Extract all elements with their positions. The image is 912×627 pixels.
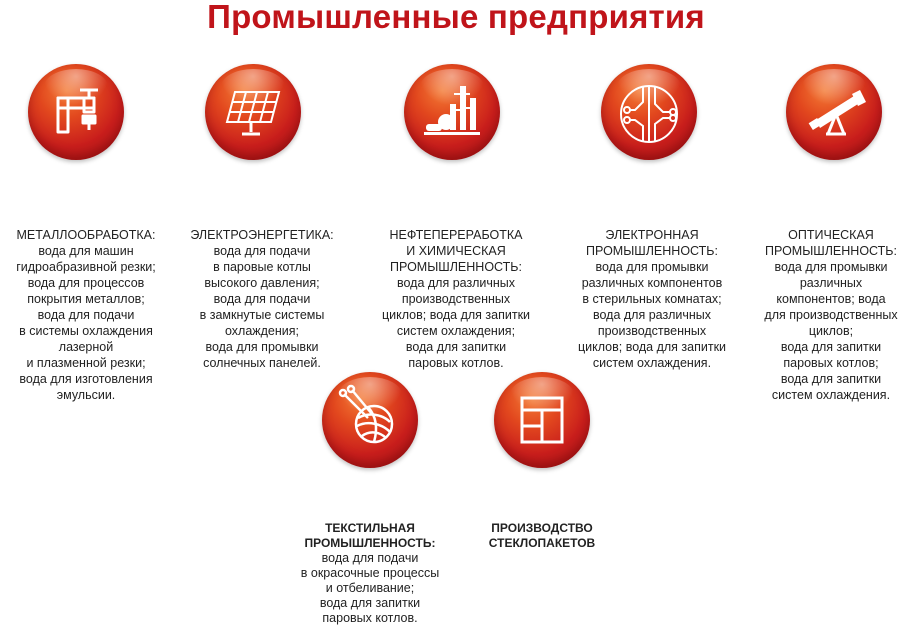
- metalworking-block: [0, 227, 172, 403]
- textile-heading: ТЕКСТИЛЬНАЯ: [325, 521, 415, 535]
- textile-badge: [322, 372, 418, 468]
- power-line: вода для подачи: [213, 244, 311, 258]
- optics-heading: ПРОМЫШЛЕННОСТЬ:: [765, 244, 897, 258]
- optics-line: паровых котлов;: [783, 356, 879, 370]
- optics-line: вода для запитки: [780, 372, 882, 386]
- metalworking-line: вода для процессов: [27, 276, 145, 290]
- solar-panel-icon: [205, 64, 301, 160]
- power-line: вода для промывки: [205, 340, 319, 354]
- clamp-icon: [28, 64, 124, 160]
- metalworking-badge: [28, 64, 124, 160]
- electronics-heading: ЭЛЕКТРОННАЯ: [605, 228, 699, 242]
- power-heading: ЭЛЕКТРОЭНЕРГЕТИКА:: [190, 228, 334, 242]
- power-block: [176, 227, 348, 371]
- power-line: высокого давления;: [204, 276, 320, 290]
- optics-line: компонентов; вода: [776, 292, 886, 306]
- electronics-block: [566, 227, 738, 371]
- refinery-icon: [404, 64, 500, 160]
- metalworking-heading: МЕТАЛЛООБРАБОТКА:: [16, 228, 156, 242]
- refinery-line: циклов; вода для запитки: [381, 308, 531, 322]
- refinery-line: вода для запитки: [405, 340, 507, 354]
- window-icon: [494, 372, 590, 468]
- refinery-line: вода для различных: [396, 276, 515, 290]
- power-line: солнечных панелей.: [203, 356, 321, 370]
- textile-line: в окрасочные процессы: [300, 566, 440, 580]
- metalworking-line: эмульсии.: [56, 388, 116, 402]
- glass-block: [462, 521, 622, 551]
- electronics-line: в стерильных комнатах;: [582, 292, 722, 306]
- electronics-line: циклов; вода для запитки: [577, 340, 727, 354]
- optics-line: циклов;: [808, 324, 854, 338]
- optics-line: различных: [799, 276, 863, 290]
- metalworking-line: вода для машин: [38, 244, 134, 258]
- electronics-heading: ПРОМЫШЛЕННОСТЬ:: [586, 244, 718, 258]
- refinery-badge: [404, 64, 500, 160]
- metalworking-line: лазерной: [58, 340, 114, 354]
- metalworking-line: покрытия металлов;: [27, 292, 145, 306]
- textile-line: и отбеливание;: [325, 581, 415, 595]
- glass-badge: [494, 372, 590, 468]
- refinery-block: [370, 227, 542, 371]
- power-line: в паровые котлы: [213, 260, 311, 274]
- optics-block: [750, 227, 912, 403]
- electronics-line: вода для промывки: [595, 260, 709, 274]
- textile-line: вода для подачи: [321, 551, 419, 565]
- page-title: Промышленные предприятия: [207, 0, 705, 35]
- refinery-line: систем охлаждения;: [396, 324, 516, 338]
- electronics-line: производственных: [597, 324, 707, 338]
- textile-line: вода для запитки: [319, 596, 421, 610]
- telescope-icon: [786, 64, 882, 160]
- glass-heading: ПРОИЗВОДСТВО: [491, 521, 593, 535]
- electronics-line: вода для различных: [592, 308, 711, 322]
- refinery-heading: НЕФТЕПЕРЕРАБОТКА: [389, 228, 523, 242]
- power-line: вода для подачи: [213, 292, 311, 306]
- refinery-heading: И ХИМИЧЕСКАЯ: [406, 244, 506, 258]
- electronics-line: различных компонентов: [581, 276, 723, 290]
- textile-heading: ПРОМЫШЛЕННОСТЬ:: [304, 536, 436, 550]
- refinery-heading: ПРОМЫШЛЕННОСТЬ:: [390, 260, 522, 274]
- electronics-badge: [601, 64, 697, 160]
- optics-line: вода для запитки: [780, 340, 882, 354]
- yarn-icon: [322, 372, 418, 468]
- textile-line: паровых котлов.: [322, 611, 418, 625]
- metalworking-line: вода для подачи: [37, 308, 135, 322]
- textile-block: [292, 521, 448, 626]
- electronics-line: систем охлаждения.: [592, 356, 712, 370]
- circuit-icon: [601, 64, 697, 160]
- optics-heading: ОПТИЧЕСКАЯ: [788, 228, 874, 242]
- metalworking-line: и плазменной резки;: [26, 356, 146, 370]
- power-line: в замкнутые системы: [199, 308, 325, 322]
- optics-line: вода для промывки: [774, 260, 888, 274]
- optics-line: для производственных: [764, 308, 898, 322]
- power-badge: [205, 64, 301, 160]
- metalworking-line: в системы охлаждения: [19, 324, 153, 338]
- refinery-line: паровых котлов.: [408, 356, 504, 370]
- refinery-line: производственных: [401, 292, 511, 306]
- metalworking-line: гидроабразивной резки;: [16, 260, 156, 274]
- power-line: охлаждения;: [224, 324, 300, 338]
- metalworking-line: вода для изготовления: [19, 372, 153, 386]
- optics-badge: [786, 64, 882, 160]
- optics-line: систем охлаждения.: [771, 388, 891, 402]
- glass-heading: СТЕКЛОПАКЕТОВ: [488, 536, 596, 550]
